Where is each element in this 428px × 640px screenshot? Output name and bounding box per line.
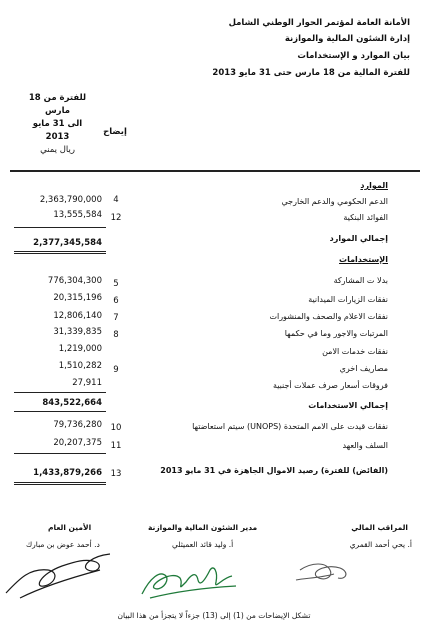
- resources-total-amount: 2,377,345,584: [33, 238, 102, 248]
- signatory-name: د. أحمد عوض بن مبارك: [26, 540, 100, 549]
- final-double-rule: [14, 482, 106, 485]
- handwritten-signatures: [0, 548, 428, 618]
- resources-total-label: إجمالي الموارد: [329, 234, 388, 243]
- other-amount: 20,207,375: [53, 438, 102, 448]
- resources-heading: الموارد: [360, 181, 388, 190]
- use-amount: 20,315,196: [53, 293, 102, 303]
- use-amount: 1,510,282: [58, 361, 102, 371]
- other-amount: 79,736,280: [53, 420, 102, 430]
- use-label: مصاريف اخري: [339, 364, 388, 373]
- resource-amount: 13,555,584: [53, 210, 102, 220]
- surplus-note: 13: [110, 469, 122, 479]
- use-label: نفقات خدمات الامن: [322, 347, 388, 356]
- use-note: 7: [113, 313, 119, 323]
- total-double-rule: [14, 251, 106, 254]
- subtotal-rule: [14, 453, 106, 454]
- statement-period: للفترة المالية من 18 مارس حتى 31 مايو 2013: [212, 68, 410, 78]
- org-title: الأمانة العامة لمؤتمر الحوار الوطني الشامل: [228, 18, 410, 28]
- subtotal-rule: [14, 392, 106, 393]
- use-label: نفقات الزيارات الميدانية: [308, 295, 388, 304]
- other-label: السلف والعهد: [342, 441, 388, 450]
- signature-financial-controller: [296, 564, 346, 580]
- use-label: المرتبات والاجور وما في حكمها: [284, 329, 388, 338]
- uses-heading: الإستخدامات: [339, 255, 388, 264]
- resource-amount: 2,363,790,000: [39, 195, 102, 205]
- signatory-title: المراقب المالي: [351, 523, 408, 532]
- signatory-name: أ. يحي أحمد القمري: [349, 540, 412, 549]
- period-line: مارس: [44, 106, 71, 116]
- use-amount: 12,806,140: [53, 311, 102, 321]
- footer-note: تشكل الإيضاحات من (1) إلى (13) جزءاً لا يتجزأ من هذا البيان: [117, 611, 311, 620]
- period-column-header: [10, 92, 105, 157]
- resource-label: الدعم الحكومي والدعم الخارجي: [281, 197, 388, 206]
- header-divider: [10, 170, 420, 172]
- statement-title: بيان الموارد و الإستخدامات: [297, 51, 410, 61]
- other-label: نفقات قيدت على الامم المتحدة (UNOPS) سيتم استعاضتها: [192, 422, 388, 431]
- signature-finance-director: [142, 568, 236, 598]
- surplus-amount: 1,433,879,266: [33, 468, 102, 478]
- other-note: 10: [110, 423, 122, 433]
- resource-label: الفوائد البنكية: [343, 213, 388, 222]
- uses-total-amount: 843,522,664: [42, 398, 102, 408]
- use-note: 8: [113, 330, 119, 340]
- period-line: ريال يمني: [40, 145, 75, 155]
- notes-column-header: إيضاح: [103, 127, 127, 137]
- other-note: 11: [110, 441, 122, 451]
- resource-note: 4: [113, 195, 119, 205]
- period-line: 2013: [45, 132, 70, 142]
- use-amount: 31,339,835: [53, 327, 102, 337]
- signatory-title: مدير الشئون المالية والموازنة: [148, 523, 258, 532]
- signatory-name: أ. وليد قائد العميثلي: [172, 540, 234, 549]
- resource-note: 12: [110, 213, 122, 223]
- subtotal-rule: [14, 227, 106, 228]
- use-amount: 27,911: [72, 378, 102, 388]
- use-note: 5: [113, 279, 119, 289]
- use-label: بدلا ت المشاركة: [333, 276, 388, 285]
- period-line: للفترة من 18: [28, 93, 87, 103]
- department-title: إدارة الشئون المالية والموازنة: [284, 34, 410, 44]
- total-rule: [14, 411, 106, 412]
- use-amount: 1,219,000: [58, 344, 102, 354]
- period-line: الى 31 مايو: [32, 119, 83, 129]
- surplus-label: (الفائض) للفترة) رصيد الاموال الجاهزة في 31 مايو 2013: [160, 466, 388, 475]
- use-label: نفقات الاعلام والصحف والمنشورات: [269, 312, 388, 321]
- use-note: 9: [113, 365, 119, 375]
- use-amount: 776,304,300: [47, 276, 102, 286]
- signatory-title: الأمين العام: [48, 523, 92, 532]
- signature-secretary-general: [6, 554, 110, 598]
- uses-total-label: إجمالي الاستخدامات: [308, 401, 388, 410]
- use-note: 6: [113, 296, 119, 306]
- use-label: فروقات أسعار صرف عملات أجنبية: [272, 381, 388, 390]
